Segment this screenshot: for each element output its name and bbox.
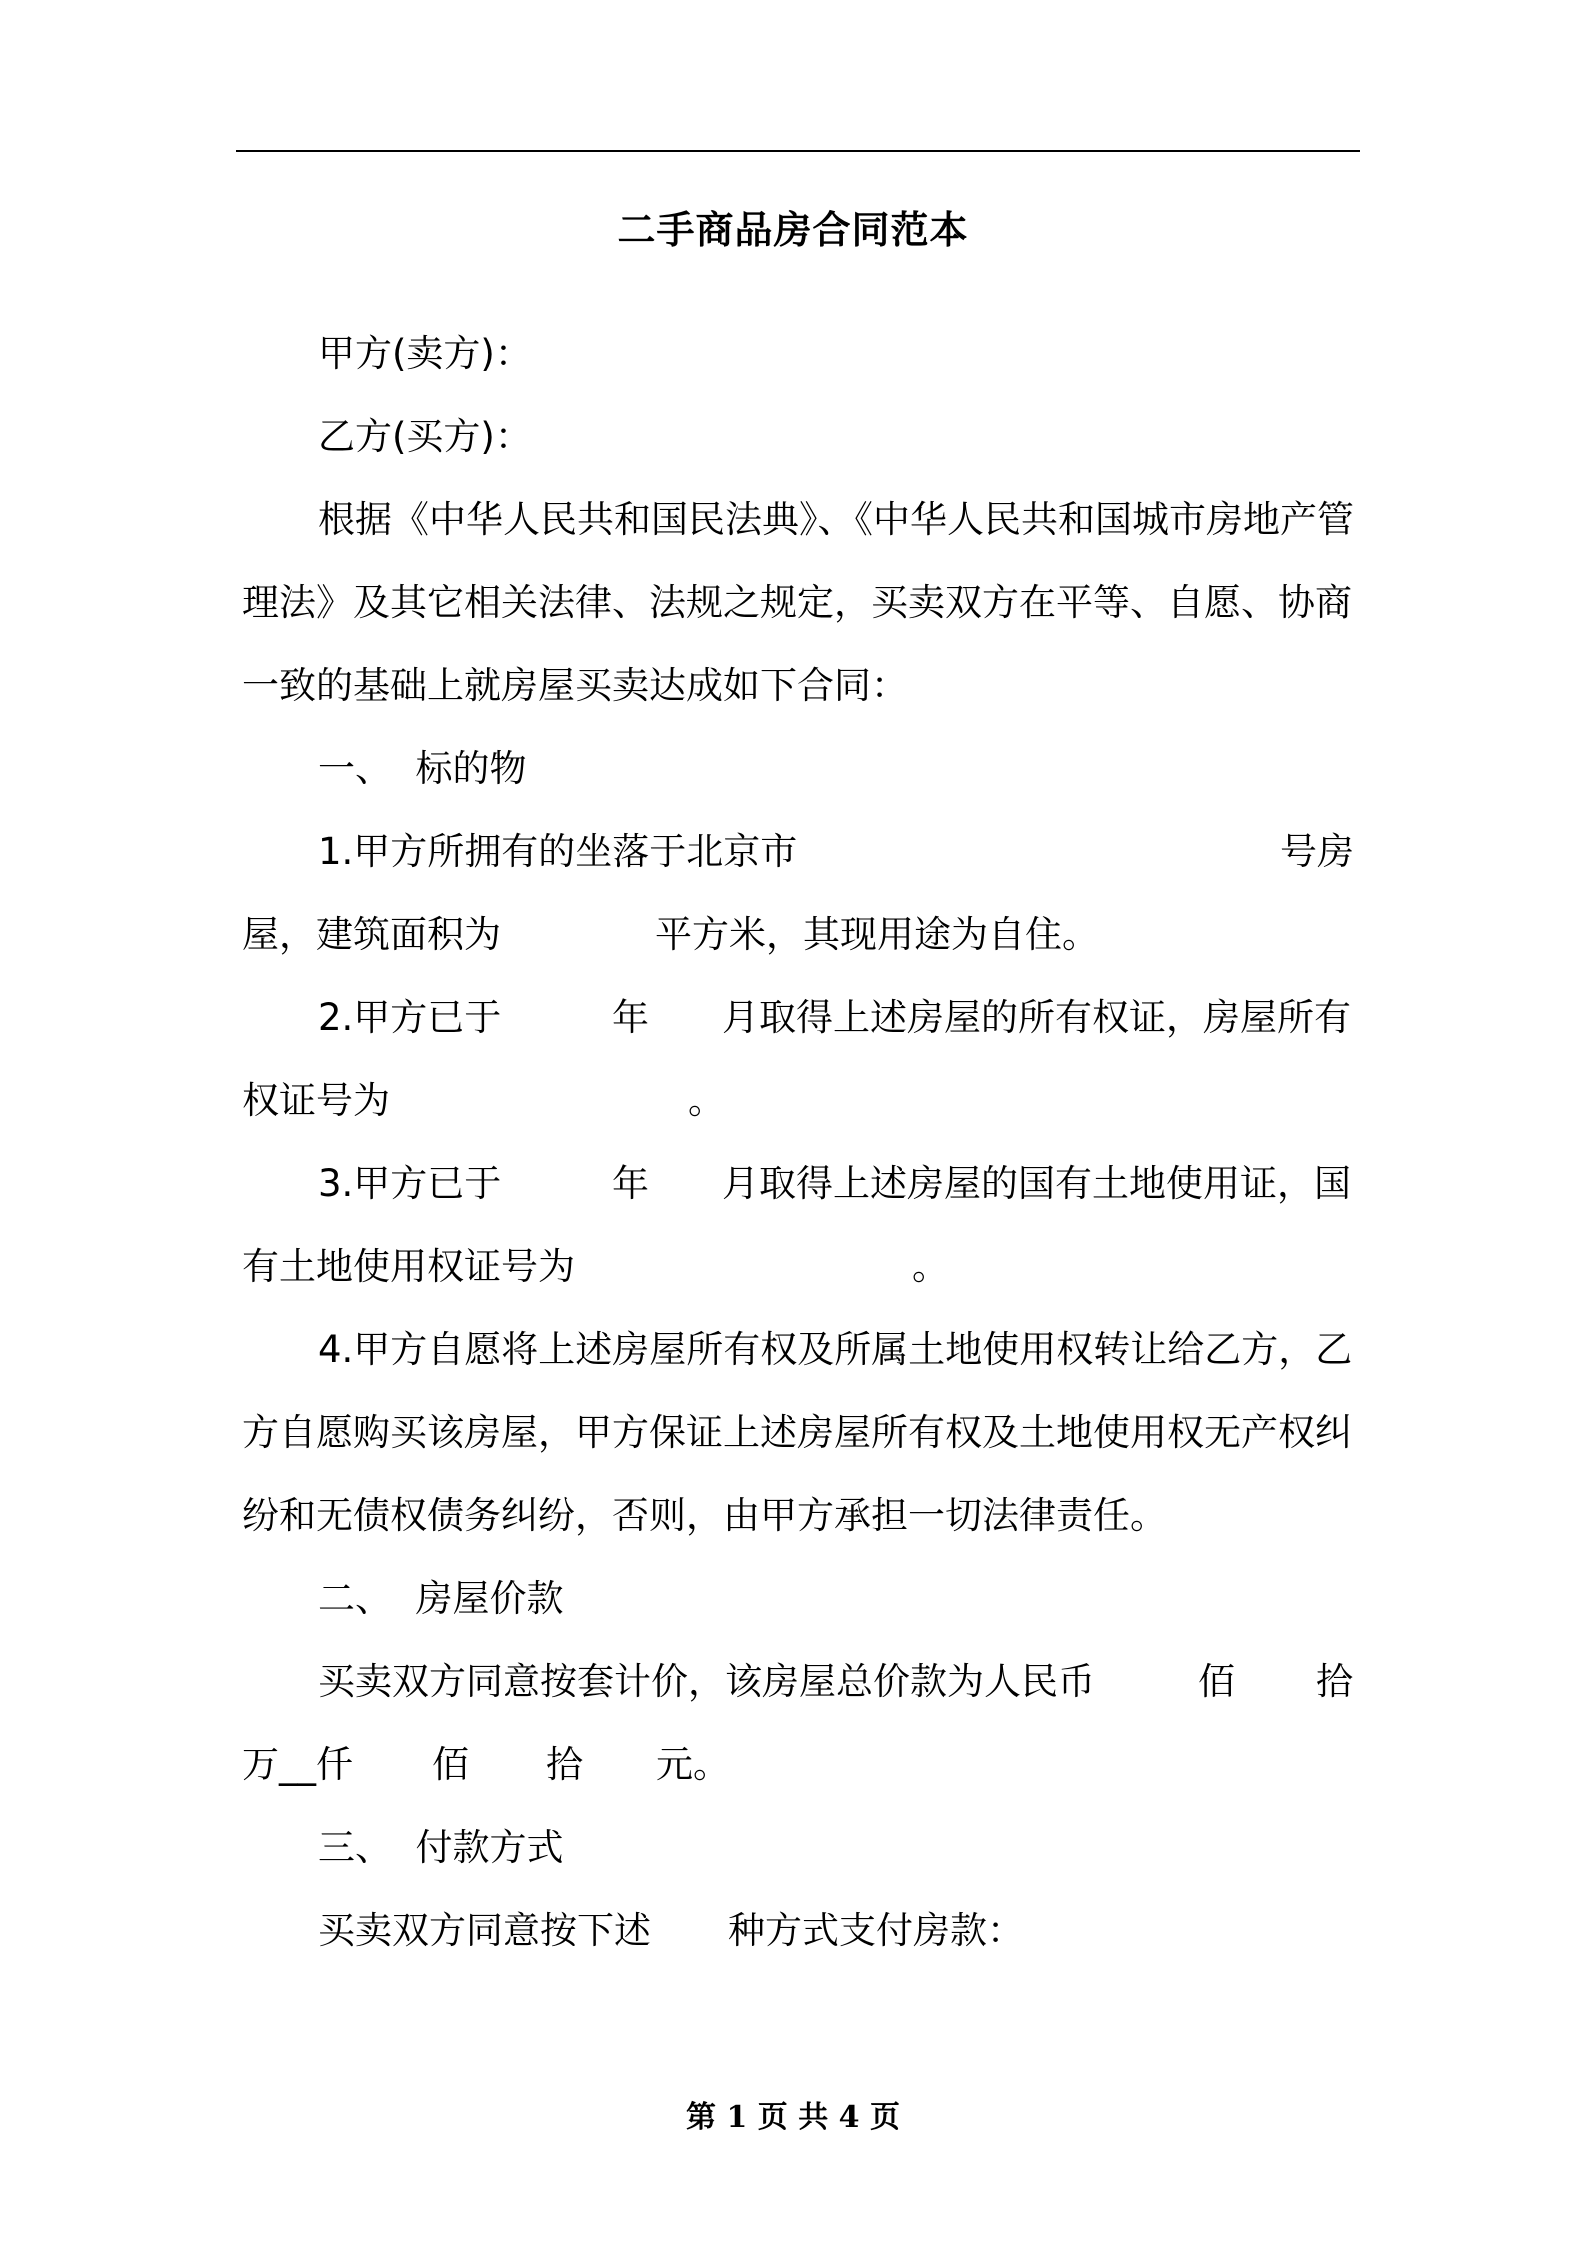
item1-end: 号房 [1280,830,1354,873]
section1-heading: 一、 标的物 [318,747,527,790]
price-line1-start: 买卖双方同意按套计价，该房屋总价款为人民币 [318,1660,1095,1703]
item1-start: 1.甲方所拥有的坐落于北京市 [318,830,798,873]
item3-rest: 月取得上述房屋的国有土地使用证，国 [722,1162,1351,1205]
price-line1-shi: 拾 [1316,1660,1353,1703]
item2-line2-start: 权证号为 [242,1079,390,1122]
item4-line-2: 方自愿购买该房屋，甲方保证上述房屋所有权及土地使用权无产权纠 [242,1411,1352,1454]
item2-start: 2.甲方已于 [318,996,502,1039]
price-line2-shi: 拾 [546,1743,583,1786]
preamble-line-1: 根据《中华人民共和国民法典》、《中华人民共和国城市房地产管 [318,498,1354,541]
price-line2-bai: 佰 [432,1743,469,1786]
item4-line-3: 纷和无债权债务纠纷，否则，由甲方承担一切法律责任。 [242,1494,1167,1537]
header-rule [236,150,1360,152]
party-b-label: 乙方(买方)： [318,415,532,458]
payment-line1-start: 买卖双方同意按下述 [318,1909,651,1952]
item2-rest: 月取得上述房屋的所有权证，房屋所有 [722,996,1351,1039]
item3-start: 3.甲方已于 [318,1162,502,1205]
price-line2-wan: 万__仟 [242,1743,353,1786]
page-indicator: 第 1 页 共 4 页 [686,2100,900,2135]
section3-heading: 三、 付款方式 [318,1826,564,1869]
item3-year: 年 [612,1162,649,1205]
document-title: 二手商品房合同范本 [617,208,969,252]
item3-line2-start: 有土地使用权证号为 [242,1245,575,1288]
item1-line2-start: 屋，建筑面积为 [242,913,501,956]
item2-year: 年 [612,996,649,1039]
preamble-line-3: 一致的基础上就房屋买卖达成如下合同： [242,664,908,707]
price-line1-bai: 佰 [1198,1660,1235,1703]
preamble-line-2: 理法》及其它相关法律、法规之规定，买卖双方在平等、自愿、协商 [242,581,1352,624]
item2-line2-end: 。 [688,1079,725,1122]
item3-line2-end: 。 [912,1245,949,1288]
item4-line-1: 4.甲方自愿将上述房屋所有权及所属土地使用权转让给乙方，乙 [318,1328,1353,1371]
party-a-label: 甲方(卖方)： [318,332,532,375]
price-line2-yuan: 元。 [656,1743,730,1786]
item1-line2-end: 平方米，其现用途为自住。 [655,913,1099,956]
payment-line1-end: 种方式支付房款： [728,1909,1024,1952]
section2-heading: 二、 房屋价款 [318,1577,564,1620]
